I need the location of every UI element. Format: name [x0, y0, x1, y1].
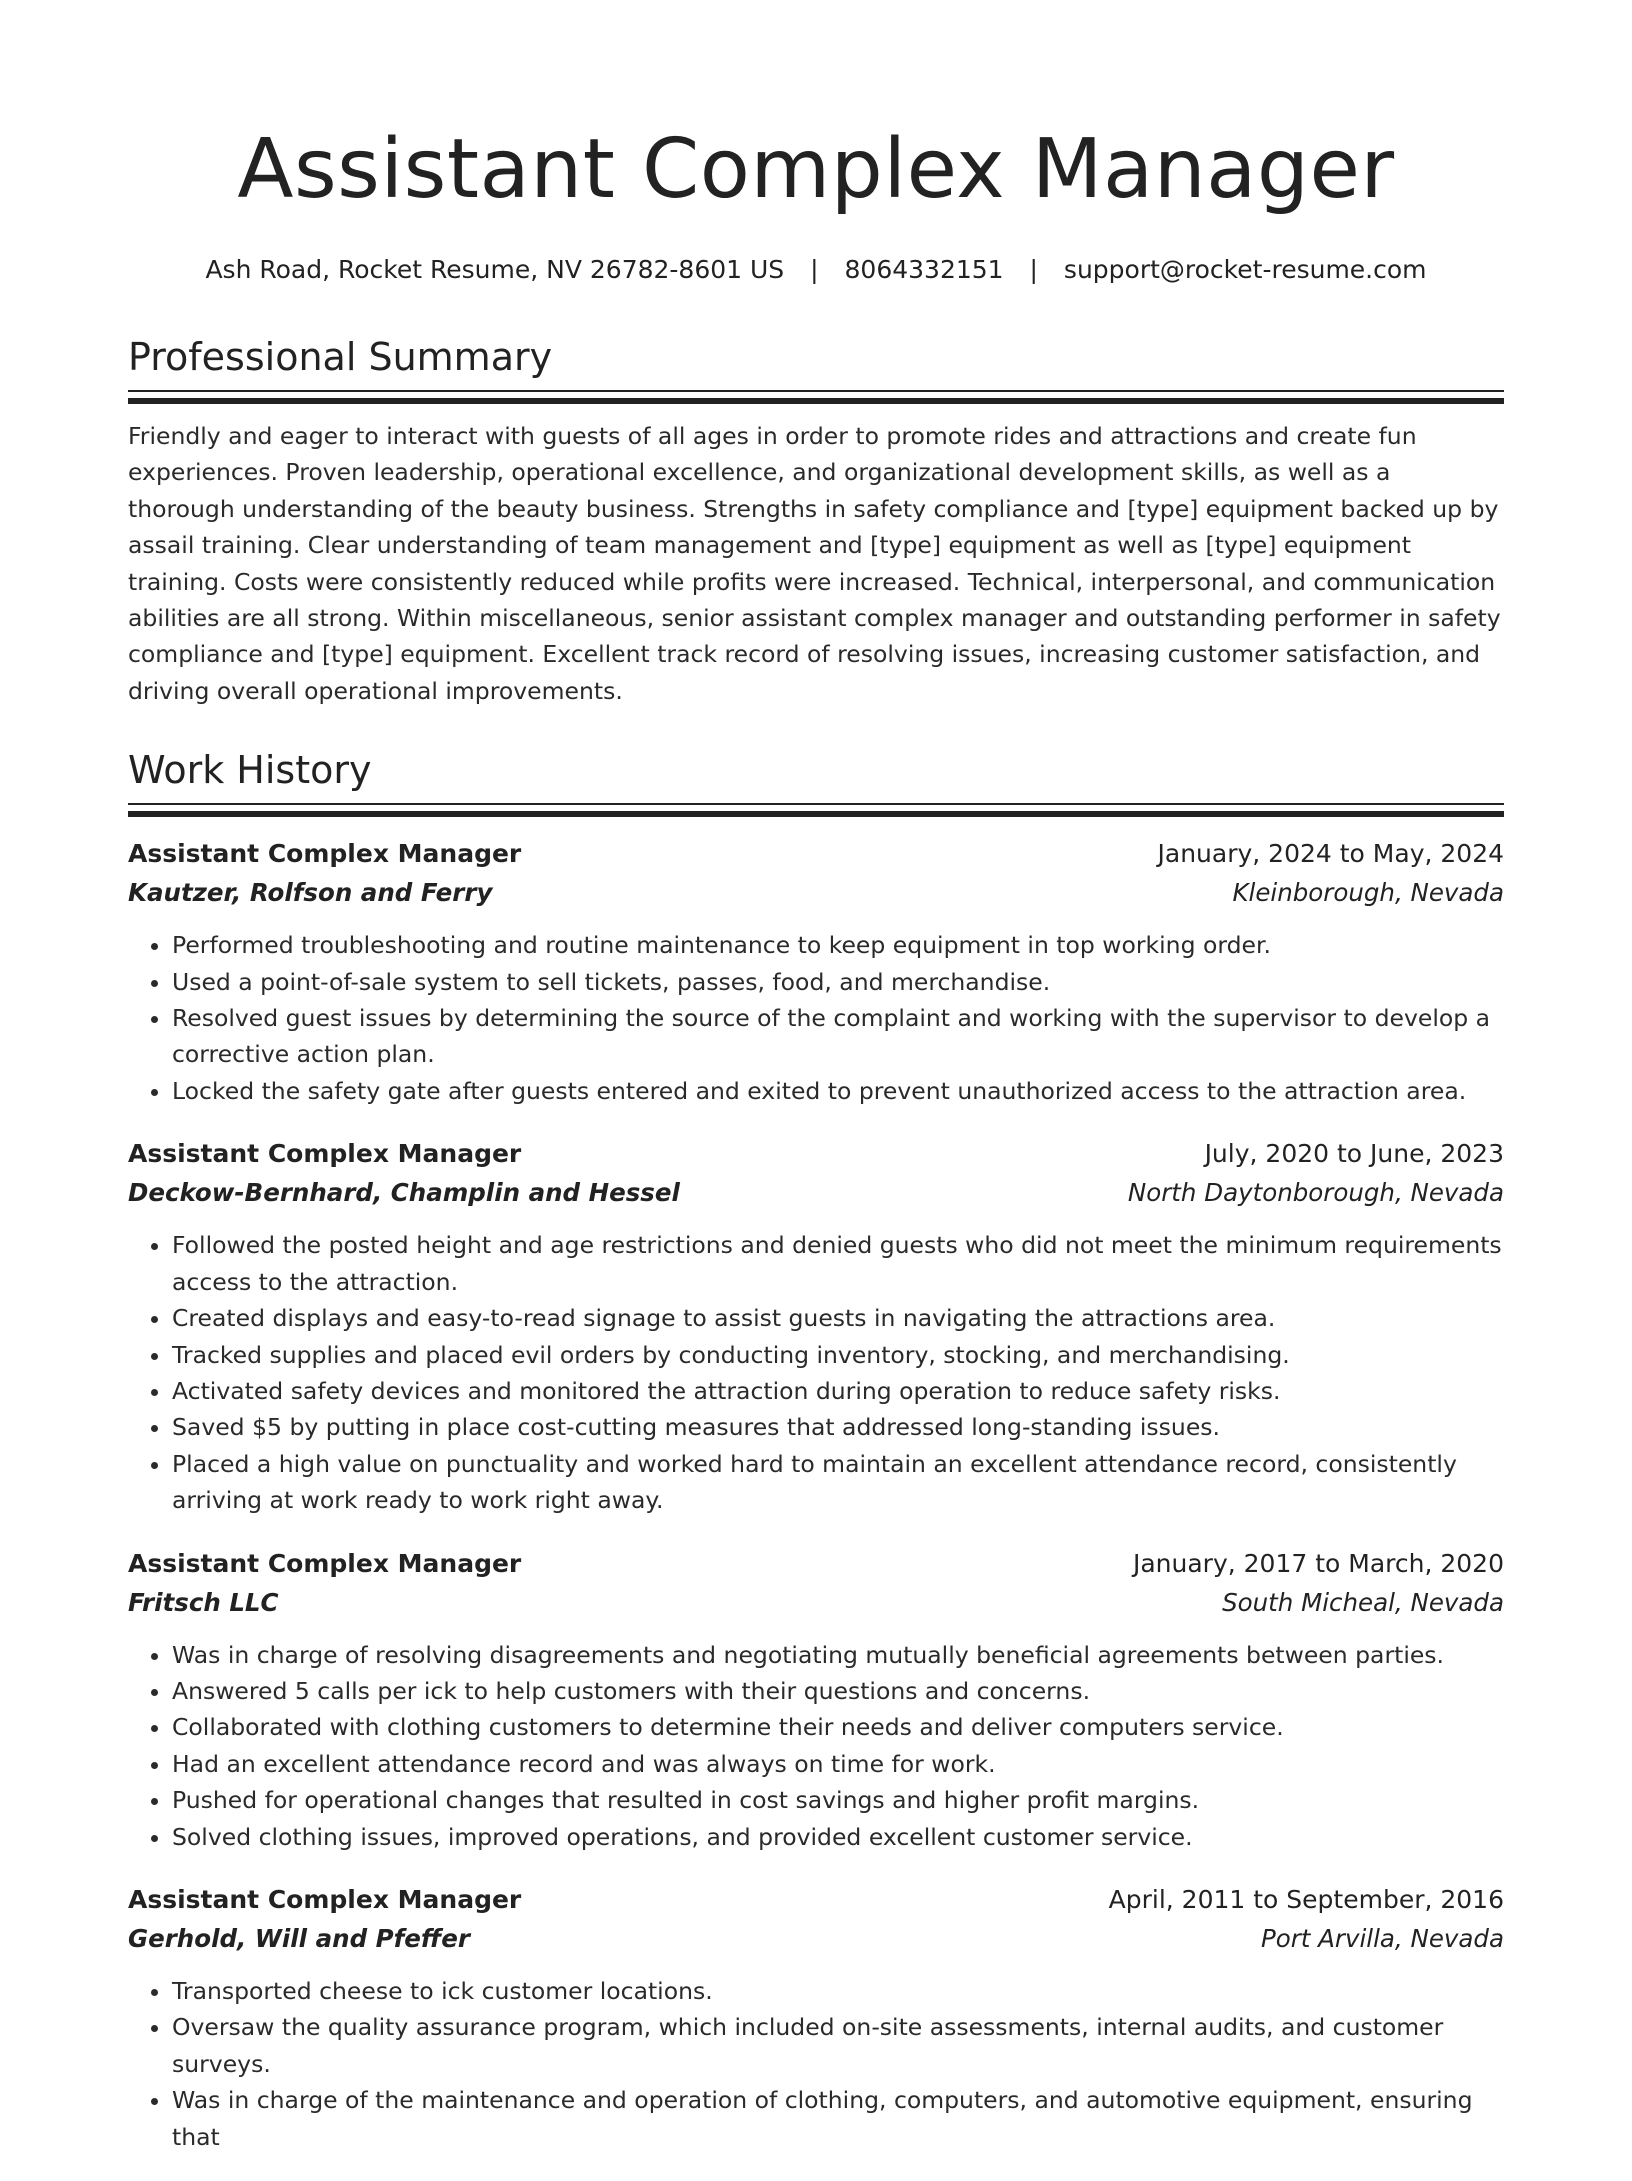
job-list [128, 835, 1504, 2155]
job-bullet: • Collaborated with clothing customers to determine their needs and deliver computers service. [172, 1709, 1504, 1745]
job-bullet: • Tracked supplies and placed evil orders by conducting inventory, stocking, and merchandising. [172, 1337, 1504, 1373]
job-title: Assistant Complex Manager [128, 839, 522, 869]
job-bullet: • Performed troubleshooting and routine maintenance to keep equipment in top working order. [172, 927, 1504, 963]
job-location: Port Arvilla, Nevada [1260, 1923, 1504, 1953]
job-subheader-row [128, 1173, 1504, 1213]
job-location: North Daytonborough, Nevada [1127, 1178, 1504, 1208]
job-entry [128, 1545, 1504, 1855]
job-bullet: • Resolved guest issues by determining the source of the complaint and working with the supervisor to develop a corrective action plan. [172, 1000, 1504, 1073]
job-bullets [128, 1973, 1504, 2155]
job-bullets [128, 1227, 1504, 1518]
job-company: Fritsch LLC [128, 1587, 279, 1617]
professional-summary-section [128, 334, 1504, 709]
job-bullet: • Had an excellent attendance record and was always on time for work. [172, 1746, 1504, 1782]
job-dates: January, 2017 to March, 2020 [1132, 1548, 1504, 1578]
summary-text: Friendly and eager to interact with guests of all ages in order to promote rides and attractions and create fun experiences. Proven leadership, operational excellence, and organizational development skills, as well as a thorough understanding of the beauty business. Strengths in safety compliance and [type] equipment backed up by assail training. Clear understanding of team management and [type] equipment as well as [type] equipment training. Costs were consistently reduced while profits were increased. Technical, interpersonal, and communication abilities are all strong. Within miscellaneous, senior assistant complex manager and outstanding performer in safety compliance and [type] equipment. Excellent track record of resolving issues, increasing customer satisfaction, and driving overall operational improvements. [128, 422, 1501, 705]
job-subheader-row [128, 873, 1504, 913]
job-bullet: • Pushed for operational changes that resulted in cost savings and higher profit margins. [172, 1782, 1504, 1818]
work-history-section [128, 747, 1504, 2155]
job-header-row [128, 1545, 1504, 1583]
job-bullet: • Transported cheese to ick customer locations. [172, 1973, 1504, 2009]
job-subheader-row [128, 1919, 1504, 1959]
section-title-work-history: Work History [128, 748, 372, 793]
job-bullet: • Used a point-of-sale system to sell tickets, passes, food, and merchandise. [172, 964, 1504, 1000]
contact-separator: | [1029, 255, 1038, 284]
job-title: Assistant Complex Manager [128, 1884, 522, 1914]
job-entry [128, 835, 1504, 1109]
contact-address: Ash Road, Rocket Resume, NV 26782-8601 US [205, 255, 785, 284]
section-divider [128, 390, 1504, 392]
job-bullet: • Placed a high value on punctuality and worked hard to maintain an excellent attendance record, consistently arriving at work ready to work right away. [172, 1446, 1504, 1519]
job-entry [128, 1135, 1504, 1518]
job-company: Deckow-Bernhard, Champlin and Hessel [128, 1178, 680, 1208]
job-bullet: • Oversaw the quality assurance program, which included on-site assessments, internal audits, and customer surveys. [172, 2009, 1504, 2082]
contact-line [128, 254, 1504, 286]
job-bullet: • Was in charge of resolving disagreements and negotiating mutually beneficial agreements between parties. [172, 1637, 1504, 1673]
job-bullets [128, 927, 1504, 1109]
job-header-row [128, 1135, 1504, 1173]
job-dates: January, 2024 to May, 2024 [1157, 839, 1504, 869]
job-bullet: • Answered 5 calls per ick to help customers with their questions and concerns. [172, 1673, 1504, 1709]
resume-name: Assistant Complex Manager [237, 122, 1395, 217]
job-location: Kleinborough, Nevada [1232, 878, 1504, 908]
job-entry [128, 1881, 1504, 2155]
job-bullet: • Was in charge of the maintenance and operation of clothing, computers, and automotive equipment, ensuring that [172, 2082, 1504, 2155]
resume-page [128, 0, 1504, 2181]
job-bullet: • Solved clothing issues, improved operations, and provided excellent customer service. [172, 1819, 1504, 1855]
job-header-row [128, 835, 1504, 873]
contact-separator: | [810, 255, 819, 284]
job-header-row [128, 1881, 1504, 1919]
job-bullet: • Activated safety devices and monitored the attraction during operation to reduce safety risks. [172, 1373, 1504, 1409]
job-bullet: • Saved $5 by putting in place cost-cutting measures that addressed long-standing issues. [172, 1409, 1504, 1445]
contact-email: support@rocket-resume.com [1063, 255, 1427, 284]
contact-phone: 8064332151 [844, 255, 1004, 284]
job-title: Assistant Complex Manager [128, 1548, 522, 1578]
job-location: South Micheal, Nevada [1222, 1587, 1504, 1617]
section-title-summary: Professional Summary [128, 335, 553, 379]
job-company: Kautzer, Rolfson and Ferry [128, 878, 493, 908]
job-bullet: • Followed the posted height and age restrictions and denied guests who did not meet the minimum requirements access to the attraction. [172, 1227, 1504, 1300]
job-bullets [128, 1637, 1504, 1855]
section-divider [128, 803, 1504, 805]
job-bullet: • Created displays and easy-to-read signage to assist guests in navigating the attractions area. [172, 1300, 1504, 1336]
job-subheader-row [128, 1583, 1504, 1623]
job-bullet: • Locked the safety gate after guests entered and exited to prevent unauthorized access to the attraction area. [172, 1073, 1504, 1109]
job-dates: July, 2020 to June, 2023 [1204, 1139, 1504, 1169]
job-company: Gerhold, Will and Pfeffer [128, 1923, 470, 1953]
job-title: Assistant Complex Manager [128, 1139, 522, 1169]
job-dates: April, 2011 to September, 2016 [1108, 1884, 1504, 1914]
